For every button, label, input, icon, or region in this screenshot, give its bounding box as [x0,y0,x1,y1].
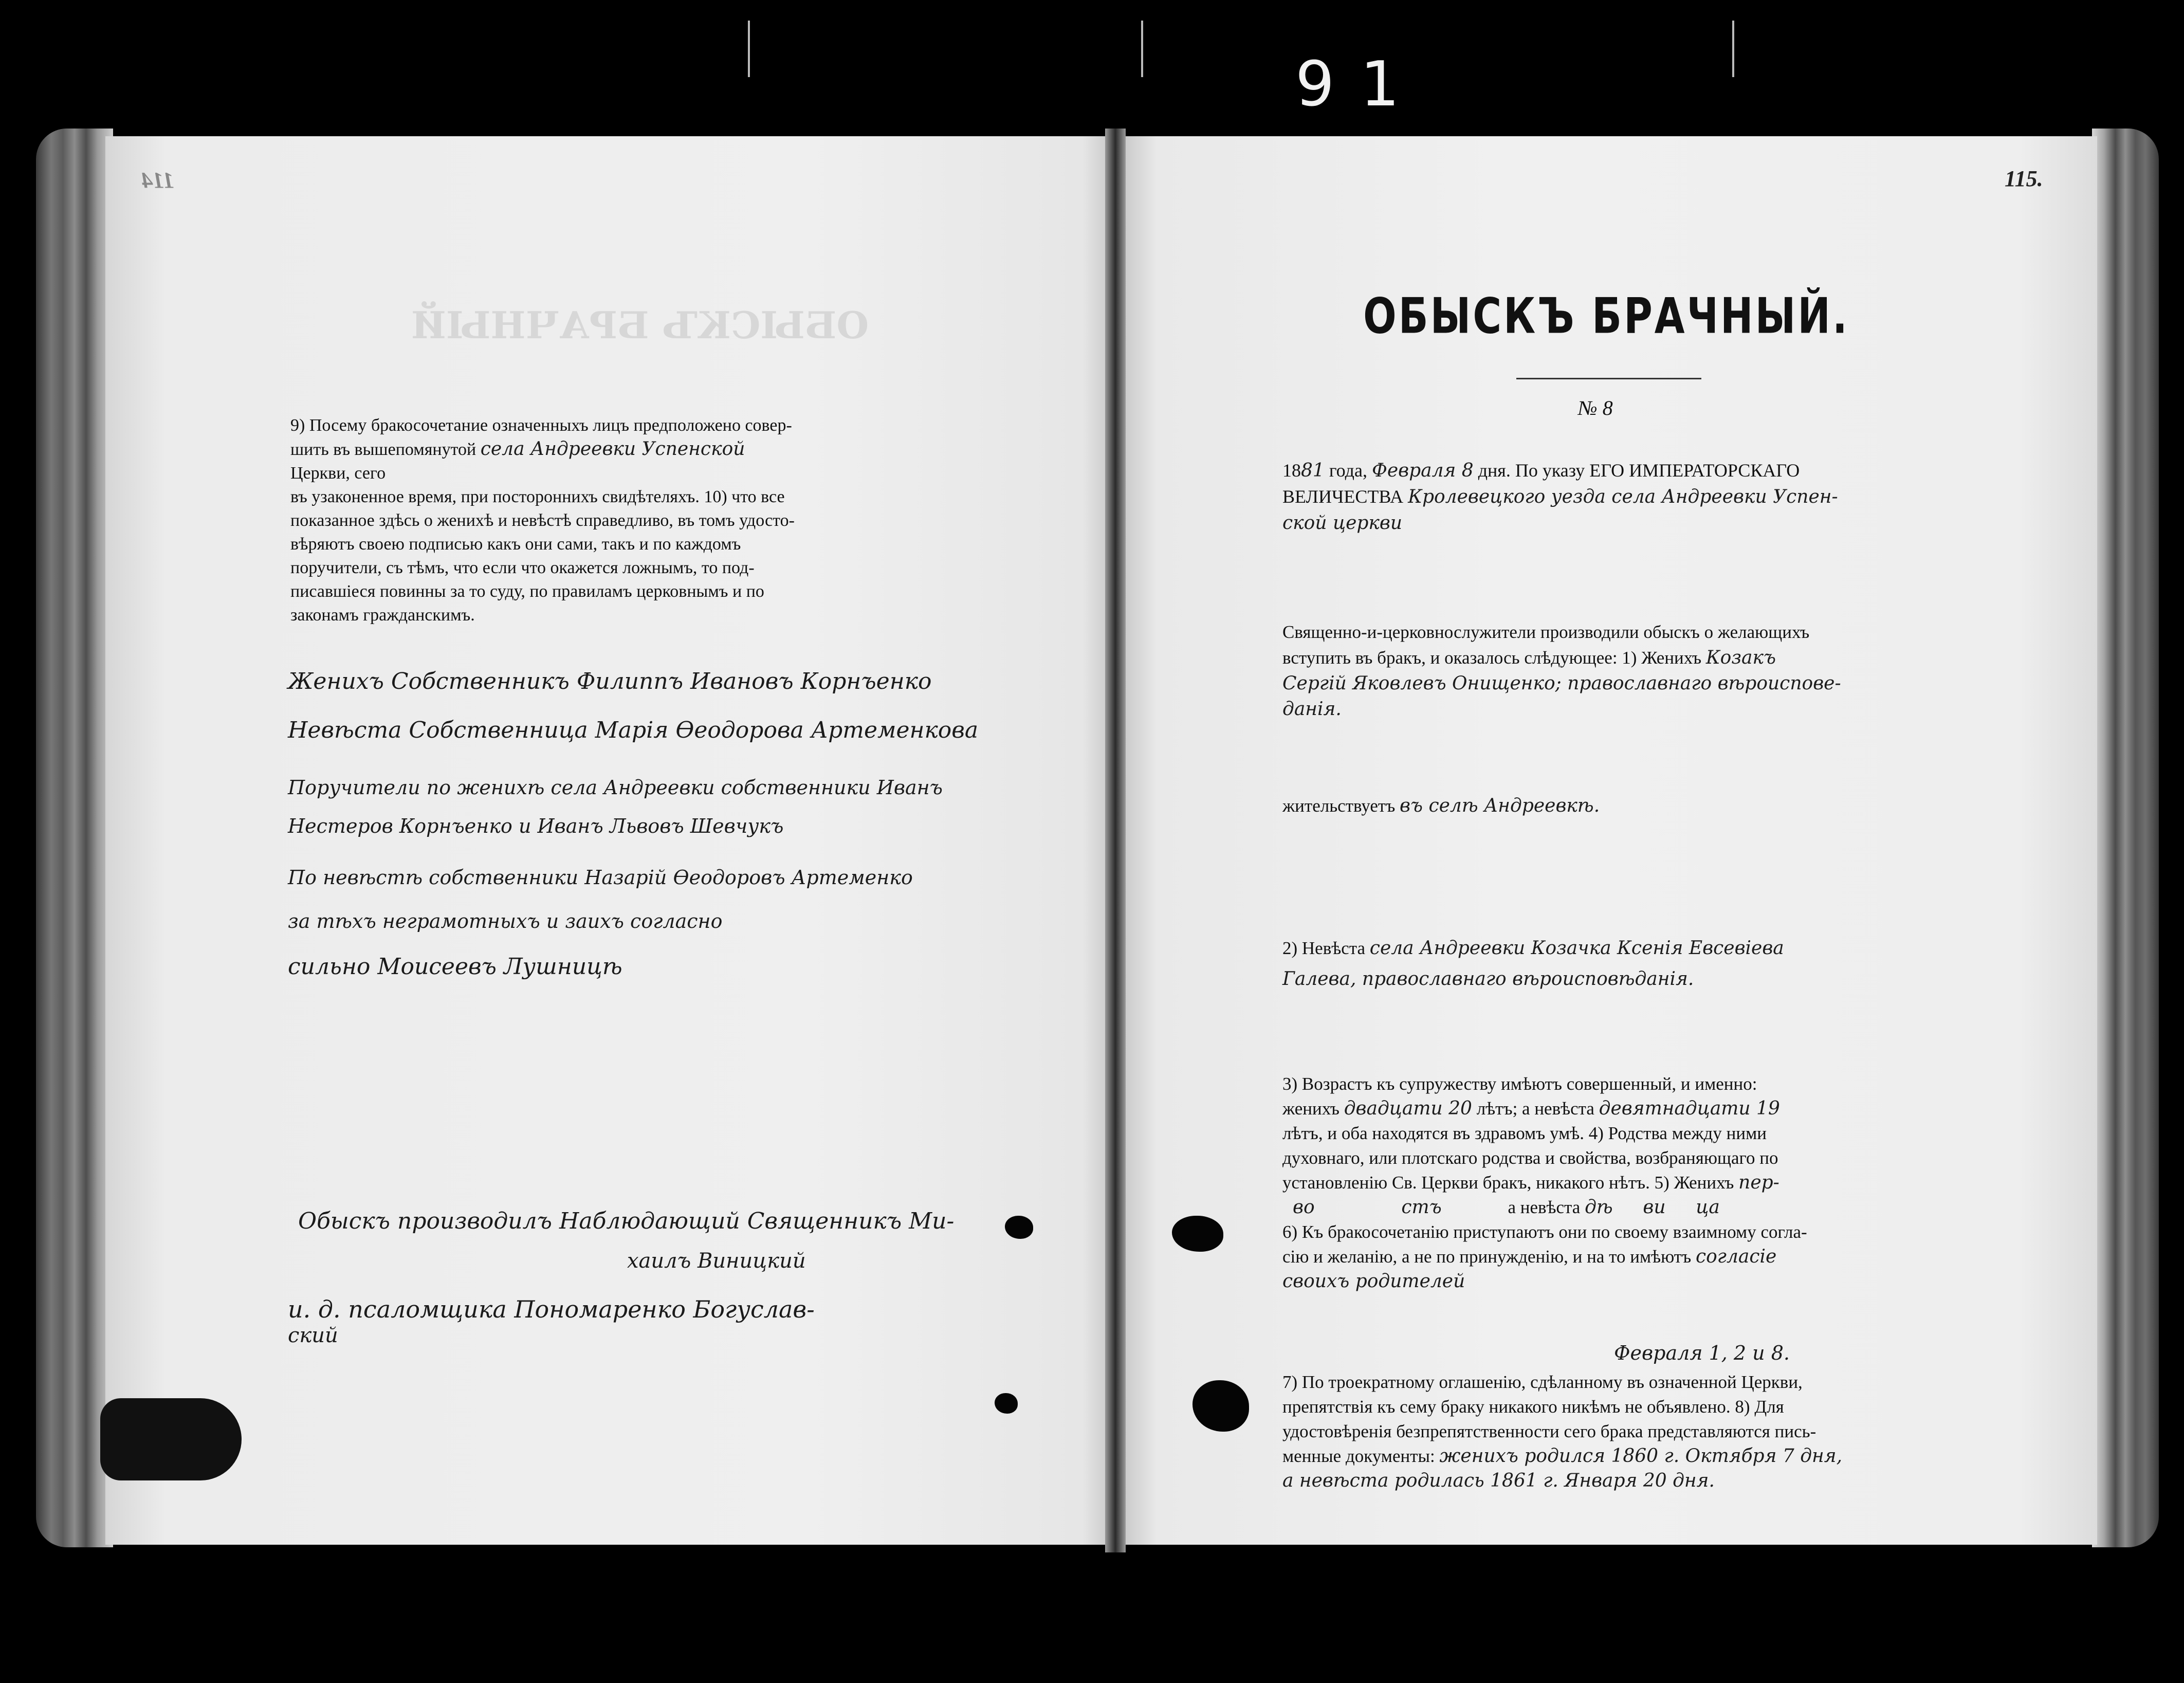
year-suffix: года, [1324,460,1367,481]
ink-blot [1005,1216,1033,1239]
virgin-hand-c: ца [1696,1197,1720,1218]
bride-sureties-line3: сильно Моисеевъ Лушницѣ [288,954,622,980]
bride-label: 2) Невѣста [1282,938,1370,958]
investigator-line2: хаилъ Виницкий [627,1249,806,1273]
year-hand: 81 [1301,460,1325,481]
age-line5-text: установленію Св. Церкви бракъ, никакого нѣтъ. 5) Женихъ [1282,1173,1739,1193]
groom-name-hand: Сергій Яковлевъ Онищенко; православнаго вѣроиспове- [1282,673,1841,694]
header-paragraph [1282,458,1951,536]
age-line8 [1282,1245,1961,1269]
banns-line1: 7) По троекратному оглашенію, сдѣланному въ означенной Церкви, [1282,1372,1803,1392]
ink-blot [995,1393,1018,1414]
book-edge-right [2092,129,2159,1547]
book-edge-left [36,129,113,1547]
bride-line2 [1282,964,1951,995]
parents-hand: своихъ родителей [1282,1271,1465,1292]
bride-name-hand: села Андреевки Козачка Ксенія Евсевіева [1369,938,1784,959]
par9-line8: писавшіеся повинны за то суду, по правиламъ церковнымъ и по [290,582,764,601]
header-line2 [1282,484,1951,510]
age-paragraph [1282,1072,1961,1294]
left-par9 [290,414,943,627]
par9-line1: 9) Посему бракосочетание означенныхъ лицъ предположено совер- [290,416,792,435]
scan-mark [1732,21,1734,77]
groom-sureties-line1: Поручители по женихѣ села Андреевки собственники Иванъ [288,776,943,799]
scan-mark [748,21,750,77]
groom-faith-hand: данія. [1282,699,1342,720]
bride-signature: Невѣста Собственница Марія Ѳеодорова Артеменкова [288,717,979,743]
par9-line5: показанное здѣсь о женихѣ и невѣстѣ справедливо, въ томъ удосто- [290,511,795,530]
residence-line [1282,794,1951,818]
clergy-line3 [1282,671,1951,697]
age-line4: духовнаго, или плотскаго родства и свойства, возбраняющаго по [1282,1148,1778,1168]
archive-number: 91 [1295,49,1425,120]
groom-estate-hand: Козакъ [1705,647,1776,668]
par9-line2 [290,437,943,462]
form-title: ОБЫСКЪ БРАЧНЫЙ. [1363,287,1849,345]
par9-line9: законамъ гражданскимъ. [290,606,475,625]
decree-text: дня. По указу ЕГО ИМПЕРАТОРСКАГО [1473,460,1800,481]
bleed-through-title: ОБЫСКЪ БРАЧНЫЙ [411,303,869,347]
par9-church-hand: села Андреевки Успенской [480,438,745,460]
header-line3 [1282,510,1951,536]
banns-dates-hand: Февраля 1, 2 и 8. [1614,1342,1790,1364]
header-line1 [1282,458,1951,484]
banns-paragraph [1282,1370,1961,1493]
groom-signature: Женихъ Собственникъ Филиппъ Ивановъ Корнъенко [288,668,932,694]
left-folio: 114 [141,168,174,193]
first-marriage-hand-a: во [1293,1197,1315,1218]
age-line9 [1282,1269,1961,1294]
bride-status-label: а невѣста [1508,1197,1585,1217]
banns-line3: удостовѣренія безпрепятственности сего брака представляются пись- [1282,1421,1816,1441]
title-ornament [1516,378,1701,390]
scanner-clip [100,1398,242,1480]
banns-line2: препятствія къ сему браку никакого никѣмъ не объявлено. 8) Для [1282,1397,1784,1417]
year-prefix: 18 [1282,460,1301,481]
groom-sureties-line2: Нестеров Корнъенко и Иванъ Львовъ Шевчукъ [288,815,784,837]
scan-mark [1141,21,1143,77]
virgin-hand-b: ви [1643,1197,1666,1218]
clergy-paragraph [1282,619,1951,722]
left-page [105,136,1113,1545]
clergy-line1: Священно-и-церковнослужители производили обыскъ о желающихъ [1282,622,1810,642]
age-line5 [1282,1170,1961,1195]
investigator-line1: Обыскъ производилъ Наблюдающий Священникъ Ми- [298,1208,955,1234]
virgin-hand-a: дѣ [1585,1197,1613,1218]
groom-age-label: женихъ [1282,1099,1344,1119]
groom-age-hand: двадцати 20 [1344,1098,1472,1119]
documents-hand-1: женихъ родился 1860 г. Октября 7 дня, [1439,1446,1843,1467]
psalmist-line2: ский [288,1324,338,1347]
bride-faith-hand: Галева, православнаго вѣроисповѣданія. [1282,968,1694,990]
age-line7: 6) Къ бракосочетанію приступаютъ они по своему взаимному согла- [1282,1222,1807,1242]
documents-label: менные документы: [1282,1446,1440,1466]
clergy-line2-text: вступить въ бракъ, и оказалось слѣдующее: 1) Женихъ [1282,648,1706,668]
par9-line3: Церкви, сего [290,464,386,483]
majesty-text: ВЕЛИЧЕСТВА [1282,486,1408,507]
age-line2 [1282,1096,1961,1121]
month-hand: Февраля 8 [1371,460,1474,481]
banns-line5 [1282,1469,1961,1493]
par9-line4: въ узаконенное время, при постороннихъ свидѣтеляхъ. 10) что все [290,487,785,506]
clergy-line2 [1282,645,1951,671]
age-line1: 3) Возрастъ къ супружеству имѣютъ совершенный, и именно: [1282,1074,1757,1094]
banns-line4 [1282,1444,1961,1469]
documents-hand-2: а невѣста родилась 1861 г. Января 20 дня. [1282,1470,1715,1491]
bride-sureties-line2: за тѣхъ неграмотныхъ и заихъ согласно [288,910,723,932]
book-gutter [1105,129,1126,1552]
residence-hand: въ селѣ Андреевкѣ. [1400,795,1600,816]
bride-line1 [1282,933,1951,964]
consent-hand: согласіе [1695,1246,1777,1267]
church-hand-2: ской церкви [1282,513,1403,534]
right-folio: 115. [2005,166,2043,191]
psalmist-line1: и. д. псаломщика Пономаренко Богуслав- [288,1295,815,1323]
age-line6 [1282,1195,1961,1220]
age-line8-text: сію и желанію, а не по принужденію, и на то имѣютъ [1282,1247,1696,1267]
par9-line6: вѣряютъ своею подписью какъ они сами, такъ и по каждомъ [290,535,741,554]
bride-sureties-line1: По невѣстѣ собственники Назарій Ѳеодоровъ Артеменко [288,866,913,889]
par9-line7: поручители, съ тѣмъ, что если что окажется ложнымъ, то под- [290,558,755,577]
age-mid: лѣтъ; а невѣста [1472,1099,1599,1119]
age-line3: лѣтъ, и оба находятся въ здравомъ умѣ. 4) Родства между ними [1282,1123,1767,1143]
record-number: № 8 [1578,396,1613,419]
clergy-line4 [1282,697,1951,722]
right-page [1118,136,2097,1545]
first-marriage-hand-b: стъ [1401,1197,1442,1218]
bride-age-hand: девятнадцати 19 [1599,1098,1780,1119]
par9-line2-text: шить въ вышепомянутой [290,440,476,459]
residence-label: жительствуетъ [1282,796,1400,816]
church-hand-1: Кролевецкого уезда села Андреевки Успен- [1408,486,1838,507]
groom-marriage-hand: пер- [1738,1172,1779,1193]
bride-paragraph [1282,933,1951,995]
